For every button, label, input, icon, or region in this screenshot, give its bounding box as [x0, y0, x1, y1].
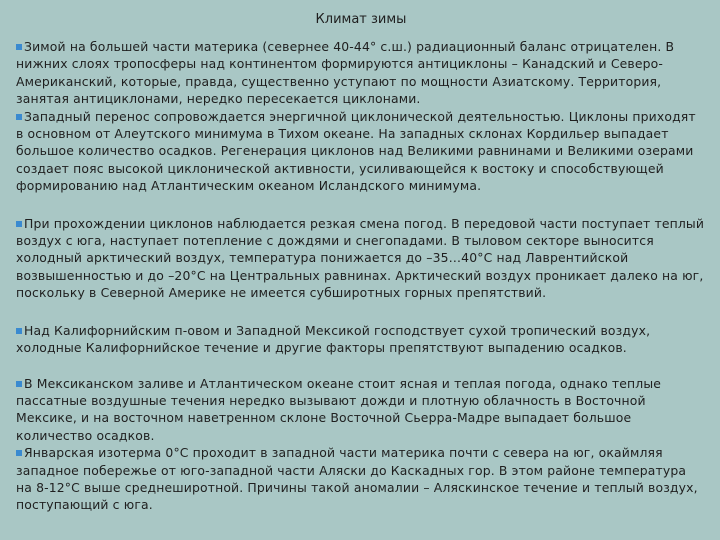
- paragraph-spacer: [16, 357, 706, 375]
- paragraph-3-text: При прохождении циклонов наблюдается резкая смена погод. В передовой части поступает теплый воздух с юга, наступает потепление с дождями и снегопадами. В тыловом секторе выносится холодный арктический воздух, температура понижается до –35…40°С над Лаврентийской возвышенностью и до –20°С на Центральных равнинах. Арктический воздух проникает далеко на юг, поскольку в Северной Америке не имеется субширотных горных препятствий.: [16, 215, 705, 301]
- bullet-icon: [16, 381, 22, 387]
- paragraph-5-text: В Мексиканском заливе и Атлантическом океане стоит ясная и теплая погода, однако теплые пассатные воздушные течения нередко вызывают дожди и плотную облачность в Восточной Мексике, и на восточном наветренном склоне Восточной Сьерра-Мадре выпадает большое количество осадков.: [16, 375, 662, 443]
- paragraph-2: [16, 108, 706, 195]
- paragraph-3: [16, 215, 706, 302]
- slide-title: Климат зимы: [315, 12, 407, 27]
- paragraph-4-text: Над Калифорнийским п-овом и Западной Мексикой господствует сухой тропический воздух, холодные Калифорнийское течение и другие факторы препятствуют выпадению осадков.: [16, 322, 651, 356]
- paragraph-2-text: Западный перенос сопровождается энергичной циклонической деятельностью. Циклоны приходят в основном от Алеутского минимума в Тихом океане. На западных склонах Кордильер выпадает большое количество осадков. Регенерация циклонов над Великими равнинами и Великими озерами создает пояс высокой циклонической активности, усиливающейся к востоку и способствующей формированию над Атлантическим океаном Исландского минимума.: [16, 108, 696, 194]
- bullet-icon: [16, 221, 22, 227]
- bullet-icon: [16, 450, 22, 456]
- bullet-icon: [16, 328, 22, 334]
- paragraph-6-text: Январская изотерма 0°С проходит в западной части материка почти с севера на юг, окаймляя западное побережье от юго-западной части Аляски до Каскадных гор. В этом районе температура на 8-12°С выше среднеширотной. Причины такой аномалии – Аляскинское течение и теплый воздух, поступающий с юга.: [16, 445, 698, 513]
- bullet-icon: [16, 114, 22, 120]
- paragraph-4: [16, 322, 706, 357]
- paragraph-6: [16, 444, 706, 514]
- paragraph-5: [16, 375, 706, 445]
- paragraph-spacer: [16, 302, 706, 322]
- paragraph-spacer: [16, 195, 706, 215]
- paragraph-1-text: Зимой на большей части материка (севернее 40-44° с.ш.) радиационный баланс отрицателен. В нижних слоях тропосферы над континентом формируются антициклоны – Канадский и Северо-Американский, которые, правда, существенно уступают по мощности Азиатскому. Территория, занятая антициклонами, нередко пересекается циклонами.: [16, 39, 675, 107]
- bullet-icon: [16, 44, 22, 50]
- paragraph-1: [16, 38, 706, 108]
